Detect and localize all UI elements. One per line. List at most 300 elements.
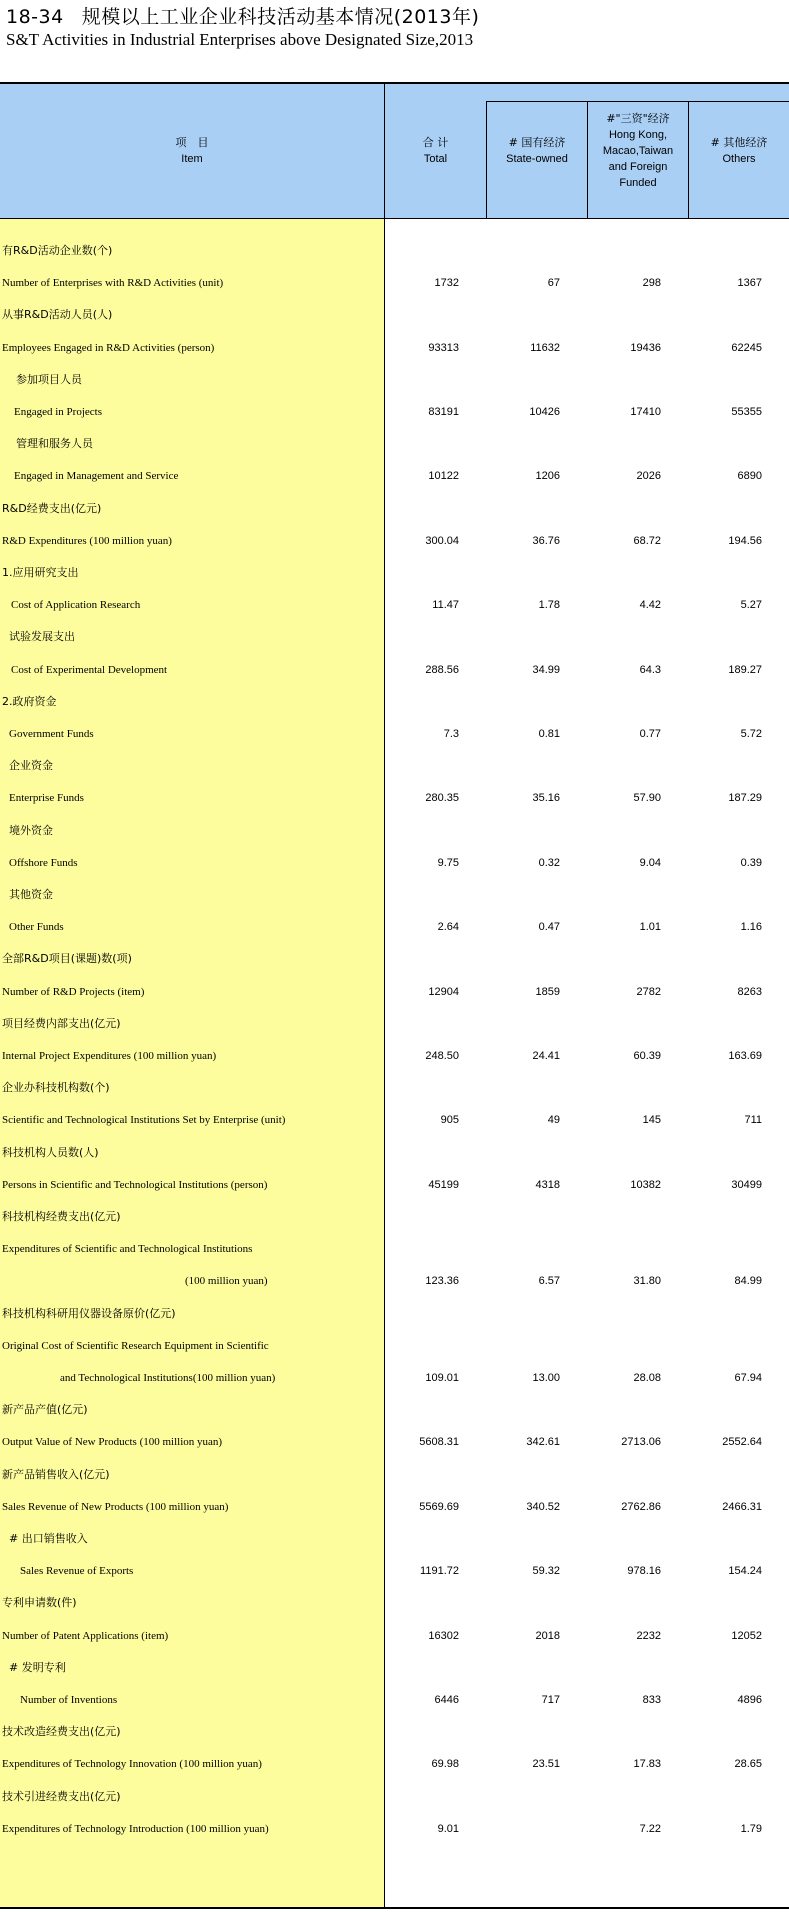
row-label: # 出口销售收入	[9, 1532, 88, 1545]
value-total	[385, 1394, 459, 1426]
row-label: Government Funds	[9, 728, 94, 740]
value-foreign-funded: 57.90	[633, 792, 661, 805]
table-row	[0, 718, 789, 750]
table-row	[0, 1169, 789, 1201]
table-row	[0, 1491, 789, 1523]
table-bottom-rule	[0, 1907, 789, 1909]
value-total	[385, 1459, 459, 1491]
value-total: 45199	[428, 1178, 459, 1191]
value-foreign-funded	[587, 1137, 661, 1169]
table-row	[0, 1330, 789, 1362]
value-foreign-funded: 31.80	[633, 1275, 661, 1288]
value-foreign-funded	[587, 1394, 661, 1426]
value-others	[688, 1587, 762, 1619]
value-others: 30499	[731, 1178, 762, 1191]
value-others: 62245	[731, 341, 762, 354]
value-state-owned	[486, 1459, 560, 1491]
row-label: 技术改造经费支出(亿元)	[2, 1725, 121, 1739]
value-total: 300.04	[425, 534, 459, 547]
row-label: 管理和服务人员	[16, 437, 93, 451]
table-row	[0, 976, 789, 1008]
value-foreign-funded	[587, 1781, 661, 1813]
value-total: 9.75	[437, 856, 459, 869]
value-state-owned: 11632	[530, 341, 560, 354]
value-state-owned	[486, 493, 560, 525]
value-total: 288.56	[425, 663, 459, 676]
value-total	[385, 686, 459, 718]
statistics-table	[0, 82, 789, 1907]
row-label: 科技机构科研用仪器设备原价(亿元)	[2, 1306, 176, 1320]
value-others	[688, 1716, 762, 1748]
value-others	[688, 1233, 762, 1265]
row-label: Scientific and Technological Institutions Set by Enterprise (unit)	[2, 1114, 286, 1127]
value-state-owned	[486, 1523, 560, 1555]
table-row	[0, 1781, 789, 1813]
value-foreign-funded: 2232	[636, 1629, 661, 1642]
table-row	[0, 460, 789, 492]
value-state-owned: 340.52	[526, 1500, 560, 1513]
header-state-cn: # 国有经济	[508, 136, 566, 149]
value-others: 2466.31	[722, 1500, 762, 1513]
row-label: Engaged in Management and Service	[14, 470, 179, 483]
value-others: 187.29	[728, 792, 762, 805]
value-state-owned: 4318	[535, 1178, 560, 1191]
row-label: (100 million yuan)	[185, 1275, 268, 1288]
table-row	[0, 493, 789, 525]
row-label: 参加项目人员	[16, 372, 82, 386]
value-others: 2552.64	[722, 1436, 762, 1449]
row-label: Number of Patent Applications (item)	[2, 1629, 169, 1642]
table-row	[0, 621, 789, 653]
row-label: Number of R&D Projects (item)	[2, 985, 145, 998]
value-total: 1732	[434, 277, 459, 290]
value-others: 8263	[737, 985, 762, 998]
value-total: 248.50	[425, 1050, 459, 1062]
table-row	[0, 1555, 789, 1587]
value-others	[688, 557, 762, 589]
header-item-en: Item	[181, 153, 203, 165]
table-row	[0, 557, 789, 589]
table-row	[0, 1137, 789, 1169]
row-label: 有R&D活动企业数(个)	[2, 244, 113, 257]
value-foreign-funded: 145	[642, 1114, 661, 1127]
value-state-owned	[486, 1298, 560, 1330]
value-total	[385, 1587, 459, 1619]
value-total: 69.98	[431, 1758, 459, 1771]
value-total	[385, 943, 459, 975]
value-foreign-funded: 4.42	[639, 599, 661, 612]
table-row	[0, 782, 789, 814]
value-state-owned	[486, 1716, 560, 1748]
row-label: Output Value of New Products (100 million yuan)	[2, 1436, 223, 1449]
value-others	[688, 879, 762, 911]
value-foreign-funded	[587, 1330, 661, 1362]
table-row	[0, 815, 789, 847]
row-label: Expenditures of Scientific and Technological Institutions	[2, 1243, 253, 1256]
header-item-cn: 项 目	[175, 136, 209, 149]
value-foreign-funded	[587, 1298, 661, 1330]
value-foreign-funded	[587, 299, 661, 331]
header-others	[689, 84, 789, 218]
table-row	[0, 1523, 789, 1555]
value-total	[385, 815, 459, 847]
row-label: Other Funds	[9, 921, 64, 934]
value-total	[385, 364, 459, 396]
row-label: Enterprise Funds	[9, 792, 84, 805]
value-total: 2.64	[437, 921, 459, 934]
row-label: 其他资金	[9, 888, 53, 901]
row-label: 境外资金	[9, 823, 53, 837]
row-label: Offshore Funds	[9, 856, 78, 869]
value-others	[688, 686, 762, 718]
value-total: 9.01	[437, 1822, 459, 1835]
value-state-owned	[486, 428, 560, 460]
table-row	[0, 235, 789, 267]
value-foreign-funded	[587, 1233, 661, 1265]
value-state-owned: 6.57	[538, 1275, 560, 1288]
table-row	[0, 1684, 789, 1716]
row-label: 科技机构人员数(人)	[2, 1145, 99, 1159]
value-foreign-funded: 17410	[630, 406, 661, 418]
row-label: 企业办科技机构数(个)	[2, 1081, 110, 1095]
header-other-cn: # 其他经济	[710, 136, 768, 149]
value-others	[688, 1781, 762, 1813]
table-row	[0, 654, 789, 686]
row-label: Sales Revenue of Exports	[20, 1565, 134, 1578]
table-row	[0, 1813, 789, 1845]
table-row	[0, 879, 789, 911]
value-foreign-funded: 7.22	[639, 1822, 661, 1835]
value-total	[385, 557, 459, 589]
value-others: 55355	[731, 406, 762, 418]
value-state-owned: 0.47	[538, 921, 560, 934]
row-label: Cost of Experimental Development	[11, 663, 168, 676]
table-row	[0, 1265, 789, 1297]
row-label: 技术引进经费支出(亿元)	[2, 1789, 121, 1803]
table-row	[0, 1040, 789, 1072]
value-total	[385, 428, 459, 460]
row-label: 试验发展支出	[9, 630, 75, 644]
row-label: Expenditures of Technology Innovation (100 million yuan)	[2, 1758, 262, 1771]
table-row	[0, 1201, 789, 1233]
value-others	[688, 1201, 762, 1233]
row-label: Number of Inventions	[20, 1694, 118, 1706]
value-state-owned	[486, 364, 560, 396]
value-state-owned: 59.32	[532, 1565, 560, 1578]
row-label: 科技机构经费支出(亿元)	[2, 1210, 121, 1223]
table-title-en: S&T Activities in Industrial Enterprises above Designated Size,2013	[6, 30, 474, 49]
value-state-owned	[486, 1813, 560, 1845]
value-total: 7.3	[443, 728, 459, 740]
value-others: 5.72	[740, 728, 762, 740]
value-foreign-funded	[587, 235, 661, 267]
value-foreign-funded: 0.77	[639, 728, 661, 740]
value-state-owned: 36.76	[532, 534, 560, 547]
value-foreign-funded: 2713.06	[621, 1436, 661, 1449]
value-total	[385, 1298, 459, 1330]
value-total	[385, 493, 459, 525]
value-state-owned	[486, 1587, 560, 1619]
table-row	[0, 1008, 789, 1040]
value-others	[688, 621, 762, 653]
value-state-owned: 1.78	[538, 599, 560, 612]
value-state-owned	[486, 1330, 560, 1362]
value-foreign-funded: 2762.86	[621, 1500, 661, 1513]
value-total: 123.36	[425, 1275, 459, 1288]
value-foreign-funded: 60.39	[633, 1050, 661, 1062]
table-row	[0, 1587, 789, 1619]
row-label: 专利申请数(件)	[2, 1596, 77, 1610]
value-others: 67.94	[734, 1372, 762, 1384]
value-total	[385, 750, 459, 782]
value-others: 1367	[737, 277, 762, 290]
value-state-owned: 35.16	[532, 792, 560, 805]
value-state-owned: 342.61	[526, 1436, 560, 1449]
value-foreign-funded	[587, 1587, 661, 1619]
value-foreign-funded	[587, 750, 661, 782]
row-label: Persons in Scientific and Technological Institutions (person)	[2, 1178, 268, 1191]
value-foreign-funded	[587, 1523, 661, 1555]
value-total: 83191	[428, 406, 459, 418]
value-foreign-funded	[587, 364, 661, 396]
value-others: 189.27	[728, 663, 762, 676]
value-total: 12904	[428, 985, 459, 998]
value-others: 1.16	[740, 921, 762, 934]
table-row	[0, 1233, 789, 1265]
value-total: 5569.69	[419, 1500, 459, 1513]
value-total	[385, 1523, 459, 1555]
value-foreign-funded: 28.08	[633, 1372, 661, 1384]
header-other-en: Others	[722, 153, 756, 165]
header-state-owned	[487, 84, 587, 218]
value-others	[688, 815, 762, 847]
table-row	[0, 332, 789, 364]
row-label: 新产品产值(亿元)	[2, 1403, 88, 1417]
value-others	[688, 1459, 762, 1491]
table-body	[0, 219, 789, 1907]
value-state-owned: 23.51	[532, 1758, 560, 1771]
value-state-owned: 67	[547, 277, 560, 290]
header-total-en: Total	[423, 153, 448, 165]
value-foreign-funded	[587, 943, 661, 975]
row-label: R&D经费支出(亿元)	[2, 501, 102, 515]
value-total: 16302	[428, 1629, 459, 1642]
value-foreign-funded: 10382	[630, 1178, 661, 1191]
value-others: 0.39	[740, 856, 762, 869]
value-state-owned: 1206	[535, 470, 560, 483]
value-total	[385, 879, 459, 911]
value-state-owned: 49	[547, 1114, 560, 1127]
value-state-owned	[486, 1394, 560, 1426]
value-state-owned	[486, 1201, 560, 1233]
value-total: 11.47	[432, 599, 459, 612]
value-state-owned	[486, 1233, 560, 1265]
table-row	[0, 1716, 789, 1748]
header-hk-en-2: Macao,Taiwan	[602, 145, 674, 157]
value-others: 5.27	[740, 599, 762, 612]
row-label: 从事R&D活动人员(人)	[2, 308, 113, 322]
row-label: Internal Project Expenditures (100 million yuan)	[2, 1050, 217, 1062]
value-state-owned	[486, 1072, 560, 1104]
value-others: 84.99	[734, 1275, 762, 1288]
value-others: 28.65	[734, 1758, 762, 1771]
value-total	[385, 1781, 459, 1813]
value-total: 109.01	[425, 1372, 459, 1384]
value-others	[688, 1008, 762, 1040]
value-others	[688, 364, 762, 396]
value-foreign-funded	[587, 621, 661, 653]
table-row	[0, 1104, 789, 1136]
value-state-owned: 13.00	[532, 1372, 560, 1384]
table-title-cn	[6, 2, 479, 29]
table-row	[0, 589, 789, 621]
row-label: and Technological Institutions(100 million yuan)	[60, 1372, 276, 1384]
header-hk-cn: #"三资"经济	[606, 112, 670, 125]
row-label: 全部R&D项目(课题)数(项)	[2, 952, 132, 966]
row-label: 1.应用研究支出	[2, 566, 79, 579]
value-state-owned	[486, 815, 560, 847]
value-foreign-funded: 68.72	[633, 534, 661, 547]
value-state-owned: 717	[541, 1694, 560, 1706]
value-foreign-funded: 19436	[630, 341, 661, 354]
value-foreign-funded: 64.3	[639, 663, 661, 676]
row-label: Sales Revenue of New Products (100 million yuan)	[2, 1500, 229, 1513]
value-others: 711	[744, 1114, 762, 1127]
header-hk-en-3: and Foreign	[608, 161, 668, 173]
value-foreign-funded	[587, 1459, 661, 1491]
header-foreign-funded	[588, 84, 688, 218]
value-total	[385, 1137, 459, 1169]
value-foreign-funded: 833	[642, 1694, 661, 1706]
table-row	[0, 686, 789, 718]
value-state-owned	[486, 750, 560, 782]
value-foreign-funded: 298	[642, 277, 661, 290]
value-others	[688, 943, 762, 975]
value-total	[385, 621, 459, 653]
value-foreign-funded	[587, 428, 661, 460]
value-state-owned: 0.32	[538, 856, 560, 869]
value-state-owned: 10426	[529, 406, 560, 418]
value-state-owned: 24.41	[532, 1050, 560, 1062]
row-label: 2.政府资金	[2, 694, 57, 708]
table-row	[0, 1072, 789, 1104]
value-others	[688, 1330, 762, 1362]
value-others	[688, 299, 762, 331]
value-others	[688, 428, 762, 460]
value-state-owned	[486, 1137, 560, 1169]
value-others: 1.79	[740, 1822, 762, 1835]
value-state-owned	[486, 879, 560, 911]
table-row	[0, 1394, 789, 1426]
value-total	[385, 1716, 459, 1748]
value-state-owned	[486, 621, 560, 653]
row-label: Original Cost of Scientific Research Equipment in Scientific	[2, 1339, 269, 1352]
table-row	[0, 1620, 789, 1652]
table-row	[0, 525, 789, 557]
table-row	[0, 943, 789, 975]
header-total	[385, 84, 486, 218]
value-foreign-funded	[587, 686, 661, 718]
value-others: 194.56	[728, 534, 762, 547]
table-row	[0, 428, 789, 460]
value-foreign-funded	[587, 493, 661, 525]
table-row	[0, 1748, 789, 1780]
value-total: 93313	[428, 341, 459, 354]
row-label: Cost of Application Research	[11, 599, 141, 612]
row-label: # 发明专利	[9, 1660, 66, 1674]
value-total: 10122	[428, 470, 459, 483]
value-total	[385, 1008, 459, 1040]
header-item	[0, 84, 384, 218]
table-row	[0, 267, 789, 299]
value-others	[688, 1394, 762, 1426]
value-others	[688, 493, 762, 525]
table-row	[0, 911, 789, 943]
value-state-owned	[486, 943, 560, 975]
row-label: R&D Expenditures (100 million yuan)	[2, 534, 172, 547]
value-state-owned	[486, 235, 560, 267]
table-row	[0, 396, 789, 428]
value-state-owned: 34.99	[532, 663, 560, 676]
value-others	[688, 235, 762, 267]
value-state-owned: 0.81	[538, 728, 560, 740]
value-state-owned	[486, 299, 560, 331]
value-foreign-funded	[587, 1716, 661, 1748]
value-others: 4896	[737, 1694, 762, 1706]
value-total: 905	[440, 1114, 459, 1127]
value-total: 6446	[434, 1694, 459, 1706]
table-header	[0, 82, 789, 219]
value-total	[385, 299, 459, 331]
value-state-owned	[486, 557, 560, 589]
header-total-cn: 合 计	[422, 136, 449, 149]
header-state-en: State-owned	[506, 153, 568, 165]
header-hk-en-4: Funded	[619, 177, 657, 189]
value-foreign-funded: 9.04	[639, 856, 661, 869]
value-total: 280.35	[425, 792, 459, 805]
value-others	[688, 1652, 762, 1684]
value-foreign-funded: 1.01	[639, 921, 661, 934]
table-row	[0, 1652, 789, 1684]
table-number: 18-34	[6, 6, 64, 28]
value-foreign-funded	[587, 1652, 661, 1684]
value-foreign-funded	[587, 879, 661, 911]
value-foreign-funded: 17.83	[633, 1758, 661, 1771]
value-foreign-funded: 2026	[636, 470, 661, 483]
table-title-cn-text: 规模以上工业企业科技活动基本情况(2013年)	[81, 6, 480, 28]
table-row	[0, 847, 789, 879]
value-others	[688, 1072, 762, 1104]
value-others: 6890	[737, 470, 762, 483]
value-state-owned	[486, 686, 560, 718]
table-row	[0, 1426, 789, 1458]
value-others	[688, 1523, 762, 1555]
value-foreign-funded: 2782	[636, 985, 661, 998]
row-label: Expenditures of Technology Introduction (100 million yuan)	[2, 1822, 269, 1835]
value-total	[385, 1201, 459, 1233]
row-label: 项目经费内部支出(亿元)	[2, 1016, 121, 1030]
value-state-owned	[486, 1652, 560, 1684]
value-total: 5608.31	[419, 1436, 459, 1449]
value-total	[385, 1652, 459, 1684]
value-foreign-funded: 978.16	[627, 1565, 661, 1578]
value-foreign-funded	[587, 815, 661, 847]
value-total	[385, 1330, 459, 1362]
table-row	[0, 299, 789, 331]
value-others	[688, 1298, 762, 1330]
header-hk-en-1: Hong Kong,	[608, 129, 668, 141]
value-total: 1191.72	[420, 1565, 459, 1578]
